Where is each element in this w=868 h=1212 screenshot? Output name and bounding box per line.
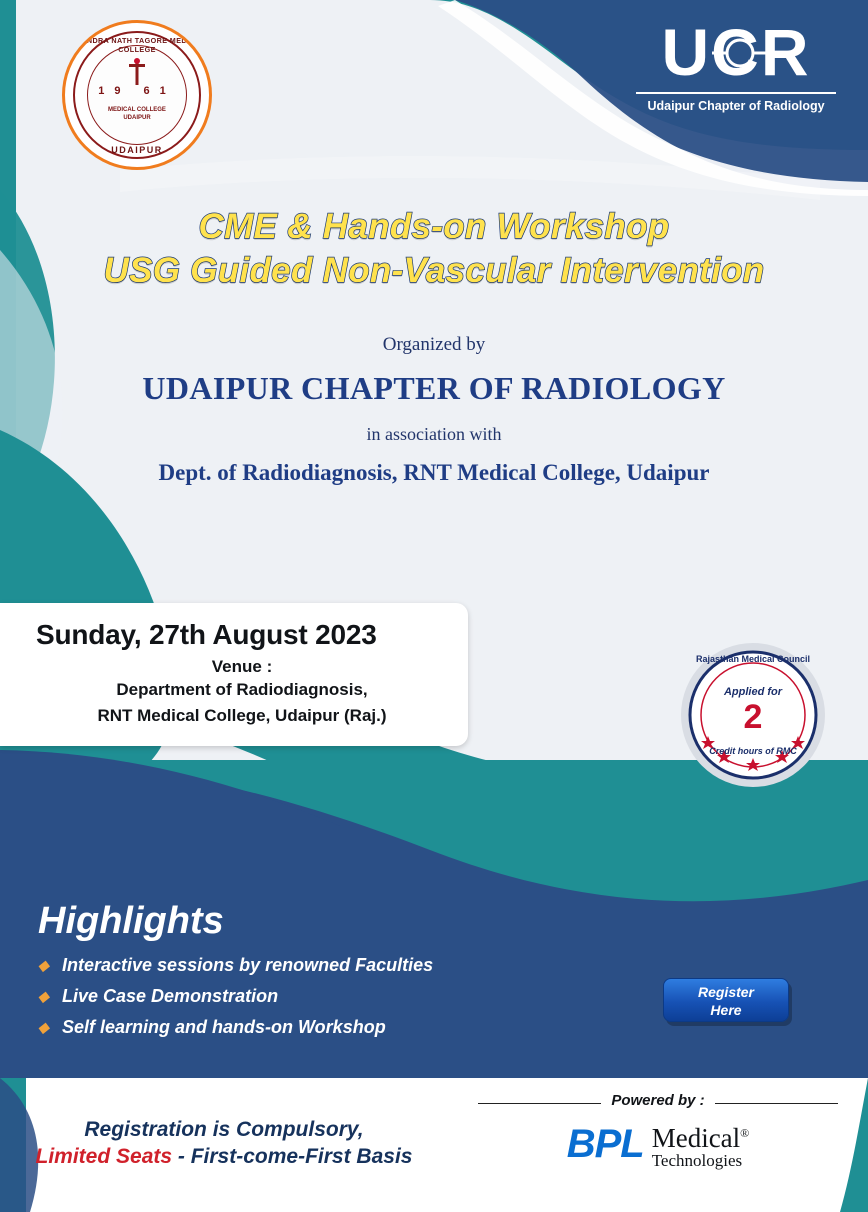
college-logo-sub1: MEDICAL COLLEGE bbox=[108, 107, 166, 113]
first-come-text: - First-come-First Basis bbox=[172, 1145, 413, 1168]
organized-by-label: Organized by bbox=[382, 334, 486, 355]
seal-arc-top: Rajasthan Medical Council bbox=[695, 654, 811, 664]
registration-note bbox=[0, 1118, 448, 1169]
list-item bbox=[38, 986, 433, 1007]
ucr-logo-mark bbox=[636, 14, 836, 94]
rmc-credit-seal bbox=[678, 640, 828, 790]
rnt-college-logo bbox=[62, 20, 212, 170]
title-line-2: USG Guided Non-Vascular Intervention bbox=[103, 250, 765, 290]
association-label: in association with bbox=[366, 424, 502, 444]
college-logo-arc-bottom: UDAIPUR bbox=[111, 145, 163, 155]
register-button[interactable] bbox=[663, 978, 789, 1022]
department-name: Dept. of Radiodiagnosis, RNT Medical College, Udaipur bbox=[158, 460, 710, 485]
register-button-line-1: Register bbox=[697, 984, 755, 1000]
title-line-1: CME & Hands-on Workshop bbox=[198, 207, 670, 246]
limited-seats-text: Limited Seats bbox=[35, 1145, 173, 1168]
seal-credit-text: Credit hours of RMC bbox=[709, 746, 797, 756]
powered-by-label: Powered by : bbox=[601, 1092, 714, 1109]
caduceus-icon bbox=[124, 57, 150, 87]
organizer-name: UDAIPUR CHAPTER OF RADIOLOGY bbox=[142, 370, 726, 406]
college-logo-year: 19 61 bbox=[98, 85, 176, 97]
diamond-bullet-icon: ◆ bbox=[38, 1019, 49, 1035]
registration-note-line-2 bbox=[0, 1145, 448, 1169]
college-logo-arc-top: RAVINDRA NATH TAGORE MEDICAL COLLEGE bbox=[68, 36, 206, 54]
ucr-logo-letters: UCR bbox=[661, 15, 811, 89]
diamond-bullet-icon: ◆ bbox=[38, 957, 49, 973]
highlights-list bbox=[38, 955, 433, 1048]
college-logo-sub2: UDAIPUR bbox=[123, 115, 151, 121]
venue-line-1: Department of Radiodiagnosis, bbox=[116, 680, 368, 699]
seal-applied-text: Applied for bbox=[723, 686, 783, 698]
event-date: Sunday, 27th August 2023 bbox=[36, 619, 377, 650]
poster-title bbox=[0, 205, 868, 293]
powered-by-block bbox=[478, 1092, 838, 1170]
list-item bbox=[38, 955, 433, 976]
ucr-logo bbox=[636, 14, 836, 113]
bpl-wordmark: BPL bbox=[566, 1122, 644, 1166]
bpl-medical-word: Medical bbox=[651, 1123, 741, 1153]
seal-credit-number: 2 bbox=[743, 698, 763, 736]
bpl-technologies-text: Technologies bbox=[651, 1151, 743, 1171]
register-button-line-2: Here bbox=[710, 1001, 742, 1018]
bpl-logo bbox=[478, 1124, 838, 1170]
venue-line-2: RNT Medical College, Udaipur (Raj.) bbox=[97, 705, 387, 725]
registration-note-line-1: Registration is Compulsory, bbox=[84, 1118, 364, 1141]
bpl-medical-text bbox=[652, 1124, 750, 1152]
ucr-logo-caption: Udaipur Chapter of Radiology bbox=[647, 99, 825, 113]
ucr-probe-icon bbox=[710, 32, 770, 74]
diamond-bullet-icon: ◆ bbox=[38, 988, 49, 1004]
highlight-text: Interactive sessions by renowned Faculties bbox=[62, 955, 434, 975]
highlights-heading: Highlights bbox=[38, 900, 224, 942]
registered-mark-icon: ® bbox=[740, 1126, 750, 1140]
list-item bbox=[38, 1017, 433, 1038]
highlight-text: Live Case Demonstration bbox=[62, 986, 279, 1006]
highlight-text: Self learning and hands-on Workshop bbox=[62, 1017, 386, 1037]
date-venue-card bbox=[0, 603, 468, 746]
venue-label: Venue : bbox=[211, 657, 273, 676]
